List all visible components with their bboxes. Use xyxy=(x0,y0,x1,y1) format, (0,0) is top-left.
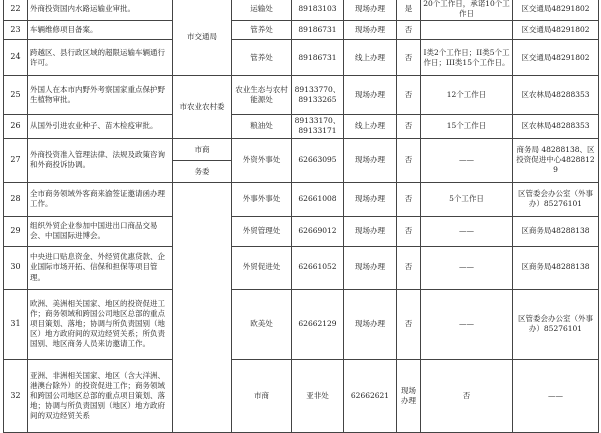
item-description: 车辆维修项目备案。 xyxy=(28,21,173,40)
item-description: 外国人在本市内野外考察国家重点保护野生植物审批。 xyxy=(28,76,173,115)
office-cell: 农业生态与农村能源处 xyxy=(232,76,292,115)
department-cell: 市农业农村委 xyxy=(173,76,232,138)
table-row xyxy=(4,0,599,21)
phone-cell: 89186731 xyxy=(292,21,344,40)
row-number: 31 xyxy=(4,289,28,359)
row-number: 25 xyxy=(4,76,28,115)
time-cell: I类2个工作日；II类5个工作日；III类15个工作日。 xyxy=(421,40,513,76)
mode-cell: 现场办理 xyxy=(344,21,397,40)
row-number: 29 xyxy=(4,216,28,246)
phone-cell: 62662621 xyxy=(344,359,397,433)
phone-cell: 62669012 xyxy=(292,216,344,246)
office-cell: 外资外事处 xyxy=(232,138,292,182)
office-cell: 粮油处 xyxy=(232,115,292,138)
office-cell: 亚非处 xyxy=(292,359,344,433)
department-cell xyxy=(173,182,232,433)
office-cell: 外贸管理处 xyxy=(232,216,292,246)
table-row xyxy=(4,246,599,289)
mode-cell: 现场办理 xyxy=(344,216,397,246)
phone-cell: 89133170、89133171 xyxy=(292,115,344,138)
item-description: 组织外贸企业参加中国进出口商品交易会、中国国际进博会。 xyxy=(28,216,173,246)
phone-cell: 89133770、89133265 xyxy=(292,76,344,115)
yn-cell: 否 xyxy=(397,216,421,246)
mode-cell: 现场办理 xyxy=(344,138,397,182)
office-cell: 管养处 xyxy=(232,40,292,76)
time-cell xyxy=(421,21,513,40)
row-number: 23 xyxy=(4,21,28,40)
row-number: 32 xyxy=(4,359,28,433)
item-description: 全市商务领域外客商来渝签证邀请函办理工作。 xyxy=(28,182,173,216)
phone-cell: 62661052 xyxy=(292,246,344,289)
item-description: 从国外引进农业种子、苗木检疫审批。 xyxy=(28,115,173,138)
mode-cell: 线上办理 xyxy=(344,40,397,76)
yn-cell: 否 xyxy=(397,289,421,359)
phone-cell: 62662129 xyxy=(292,289,344,359)
table-row xyxy=(4,138,599,182)
row-number: 28 xyxy=(4,182,28,216)
yn-cell: 否 xyxy=(397,115,421,138)
item-description: 跨越区、县行政区域的超限运输车辆通行许可。 xyxy=(28,40,173,76)
contact-cell: 区交通局48291802 xyxy=(513,21,599,40)
office-cell: 外事外事处 xyxy=(232,182,292,216)
time-cell: —— xyxy=(421,289,513,359)
contact-cell: 区农林局48288353 xyxy=(513,76,599,115)
contact-cell: 区管委会办公室（外事办）85276101 xyxy=(513,182,599,216)
mode-cell: 现场办理 xyxy=(344,182,397,216)
contact-cell: 区商务局48288138 xyxy=(513,216,599,246)
table-row xyxy=(4,182,599,216)
item-description: 外商投资国内水路运输业审批。 xyxy=(28,0,173,21)
contact-cell: 区交通局48291802 xyxy=(513,40,599,76)
yn-cell: 否 xyxy=(397,76,421,115)
mode-cell: 线上办理 xyxy=(344,115,397,138)
mode-cell: 现场办理 xyxy=(344,289,397,359)
mode-cell: 现场办理 xyxy=(344,76,397,115)
time-cell: —— xyxy=(421,216,513,246)
contact-cell: 商务局 48288138、区投资促进中心48288129 xyxy=(513,138,599,182)
department-cell: 市商 xyxy=(232,359,292,433)
table-row xyxy=(4,76,599,115)
contact-cell: 区农林局48288353 xyxy=(513,115,599,138)
phone-cell: 89183103 xyxy=(292,0,344,21)
yn-cell: 否 xyxy=(397,182,421,216)
table-row xyxy=(4,40,599,76)
table-row xyxy=(4,289,599,359)
yn-cell: 是 xyxy=(397,0,421,21)
table-row xyxy=(4,216,599,246)
yn-cell: 否 xyxy=(397,246,421,289)
department-name-bottom: 务委 xyxy=(194,166,210,176)
time-cell: —— xyxy=(421,138,513,182)
department-cell: 市交通局 xyxy=(173,0,232,76)
table-row xyxy=(4,115,599,138)
office-cell: 运输处 xyxy=(232,0,292,21)
item-description: 亚洲、非洲相关国家、地区（含大洋洲、港澳台除外）的投资促进工作；商务领域和跨国公司地区总部的重点项目策划、落地；协调与所负责国别（地区）地方政府间的双边经贸关系 xyxy=(28,359,173,433)
yn-cell: 否 xyxy=(397,21,421,40)
office-cell: 外贸促进处 xyxy=(232,246,292,289)
department-cell xyxy=(173,138,232,182)
item-description: 中央进口贴息资金、外经贸优惠贷款、企业国际市场开拓、信保和担保等项目管理。 xyxy=(28,246,173,289)
row-number: 26 xyxy=(4,115,28,138)
mode-cell: 现场办理 xyxy=(344,0,397,21)
item-description: 外商投资准入管理法律、法规及政策咨询和外商投诉协调。 xyxy=(28,138,173,182)
department-name-top: 市商 xyxy=(173,139,231,161)
row-number: 22 xyxy=(4,0,28,21)
time-cell: 5个工作日 xyxy=(421,182,513,216)
table-row xyxy=(4,359,599,433)
contact-cell: 区交通局48291802 xyxy=(513,0,599,21)
row-number: 30 xyxy=(4,246,28,289)
mode-cell: 现场办理 xyxy=(397,359,421,433)
office-cell: 欧美处 xyxy=(232,289,292,359)
yn-cell: 否 xyxy=(397,138,421,182)
mode-cell: 现场办理 xyxy=(344,246,397,289)
item-description: 欧洲、美洲相关国家、地区的投资促进工作；商务领域和跨国公司地区总部的重点项目策划、落地；协调与所负责国别（地区）地方政府间的双边经贸关系；所负责国别、地区商务人员来访邀请工作。 xyxy=(28,289,173,359)
time-cell: 15个工作日 xyxy=(421,115,513,138)
time-cell: —— xyxy=(421,246,513,289)
phone-cell: 89186731 xyxy=(292,40,344,76)
row-number: 27 xyxy=(4,138,28,182)
yn-cell: 否 xyxy=(397,40,421,76)
table-row xyxy=(4,21,599,40)
time-cell: 12个工作日 xyxy=(421,76,513,115)
contact-cell: 区商务局48288138 xyxy=(513,246,599,289)
services-table xyxy=(3,0,599,433)
time-cell: 20个工作日，承诺10个工作日 xyxy=(421,0,513,21)
time-cell: —— xyxy=(513,359,599,433)
office-cell: 管养处 xyxy=(232,21,292,40)
row-number: 24 xyxy=(4,40,28,76)
yn-cell: 否 xyxy=(421,359,513,433)
contact-cell: 区管委会办公室（外事办）85276101 xyxy=(513,289,599,359)
phone-cell: 62663095 xyxy=(292,138,344,182)
phone-cell: 62661008 xyxy=(292,182,344,216)
